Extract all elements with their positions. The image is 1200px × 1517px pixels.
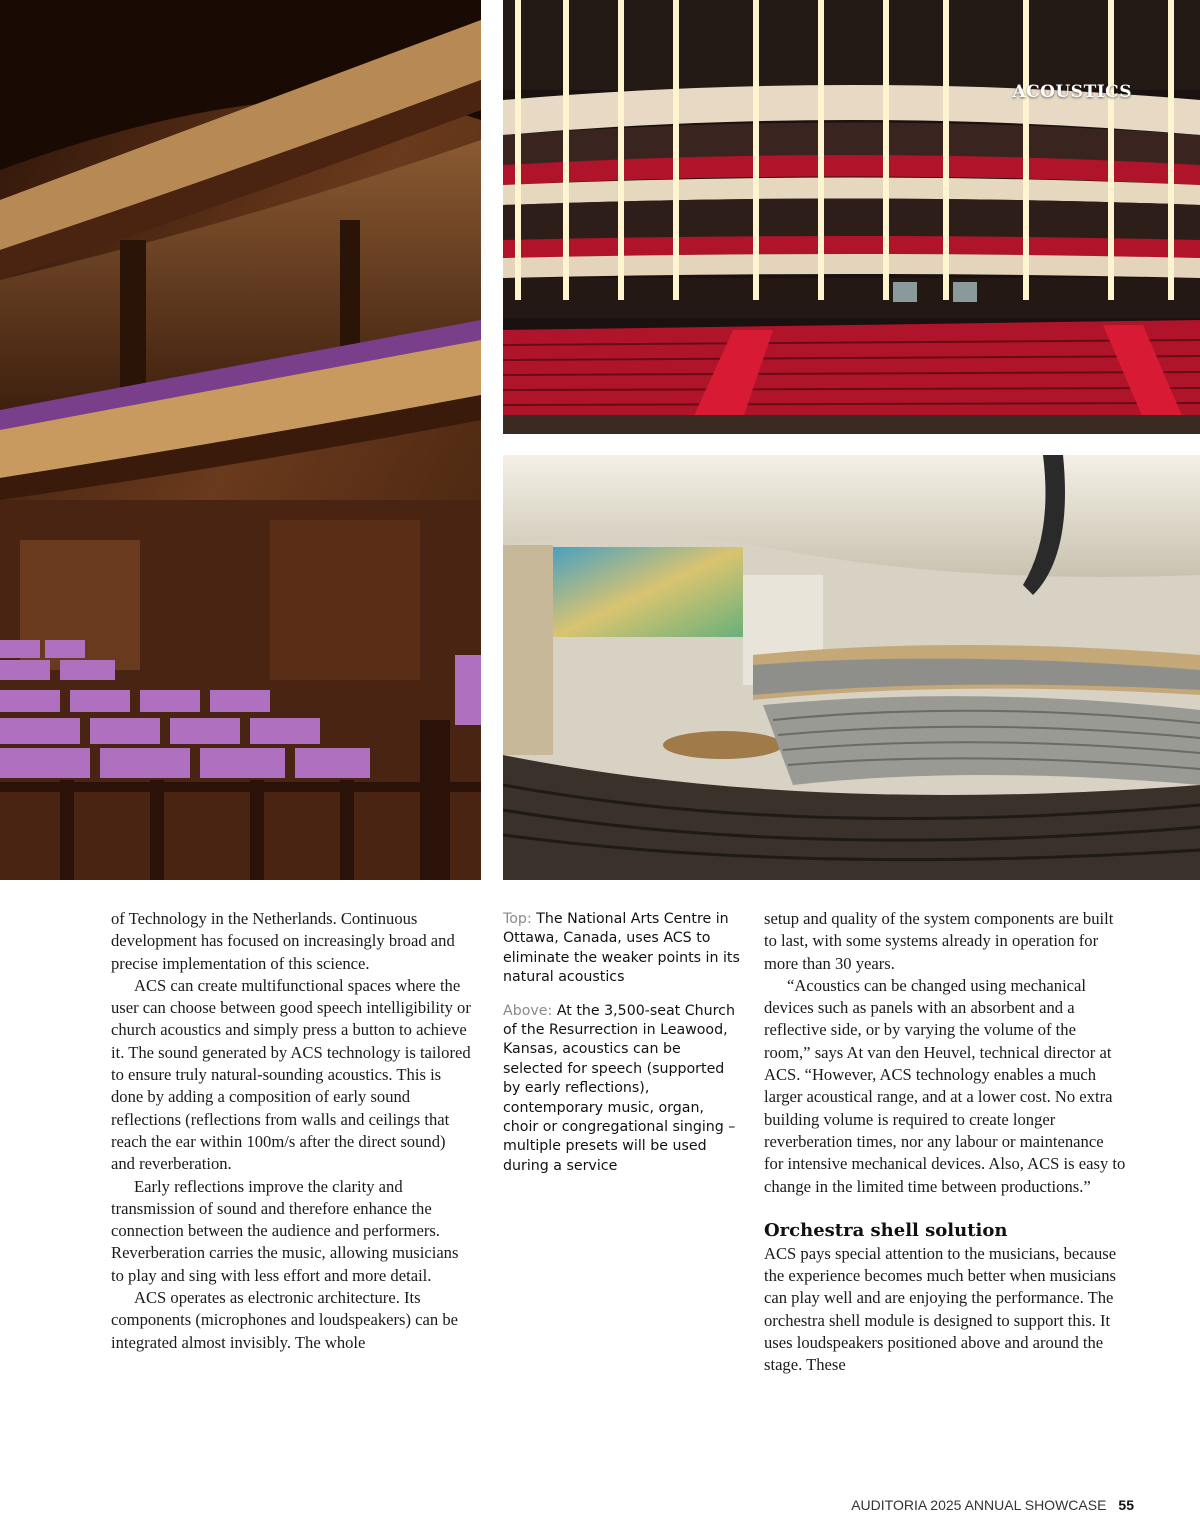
church-of-the-resurrection-photo [503, 455, 1200, 880]
caption-top [503, 910, 743, 988]
national-arts-centre-photo [503, 0, 1200, 434]
caption-above [503, 1002, 743, 1177]
publication-name: AUDITORIA 2025 ANNUAL SHOWCASE [851, 1497, 1107, 1513]
caption-label: Top: [503, 911, 532, 927]
body-paragraph: ACS operates as electronic architecture. Its components (microphones and loudspeakers) can be integrated almost invisibly. The whole [111, 1288, 458, 1352]
subheading: Orchestra shell solution [764, 1219, 1008, 1241]
concert-hall-interior-photo [0, 0, 481, 880]
section-tag: ACOUSTICS [1012, 82, 1132, 102]
page-footer [851, 1497, 1134, 1517]
photo-captions [503, 910, 743, 1190]
body-paragraph: “Acoustics can be changed using mechanical devices such as panels with an absorbent and a reflective side, or by varying the volume of the room,” says At van den Heuvel, technical director at ACS. “However, ACS technology enables a much larger acoustical range, and at a lower cost. No extra building volume is required to create longer reverberation times, nor any labour or maintenance for intensive mechanical devices. Also, ACS is easy to change in the limited time between productions.” [764, 975, 1126, 1196]
body-paragraph: ACS can create multifunctional spaces where the user can choose between good speech intelligibility or church acoustics and simply press a button to achieve it. The sound generated by ACS technology is tailored to ensure truly natural-sounding acoustics. This is done by adding a composition of early sound reflections (reflections from walls and ceilings that reach the ear within 100m/s after the direct sound) and reverberation. [111, 975, 471, 1174]
body-column-3 [764, 908, 1126, 1377]
body-paragraph: Early reflections improve the clarity and transmission of sound and therefore enhance the connection between the audience and performers. Reverberation carries the music, allowing musicians to play and sing with less effort and more detail. [111, 1176, 459, 1285]
caption-text: At the 3,500-seat Church of the Resurrection in Leawood, Kansas, acoustics can be selected for speech (supported by early reflections), contemporary music, organ, choir or congregational singing – multiple presets will be used during a service [503, 1002, 736, 1174]
body-paragraph: ACS pays special attention to the musicians, because the experience becomes much better when musicians can play well and are enjoying the performance. The orchestra shell module is designed to support this. It uses loudspeakers positioned above and around the stage. These [764, 1243, 1117, 1375]
body-paragraph: of Technology in the Netherlands. Continuous development has focused on increasingly broad and precise implementation of this science. [111, 909, 455, 973]
page-number: 55 [1118, 1497, 1134, 1513]
body-column-1 [111, 908, 471, 1354]
body-paragraph: setup and quality of the system components are built to last, with some systems already in operation for more than 30 years. [764, 909, 1114, 973]
caption-text: The National Arts Centre in Ottawa, Canada, uses ACS to eliminate the weaker points in its natural acoustics [503, 911, 740, 986]
caption-label: Above: [503, 1002, 553, 1019]
